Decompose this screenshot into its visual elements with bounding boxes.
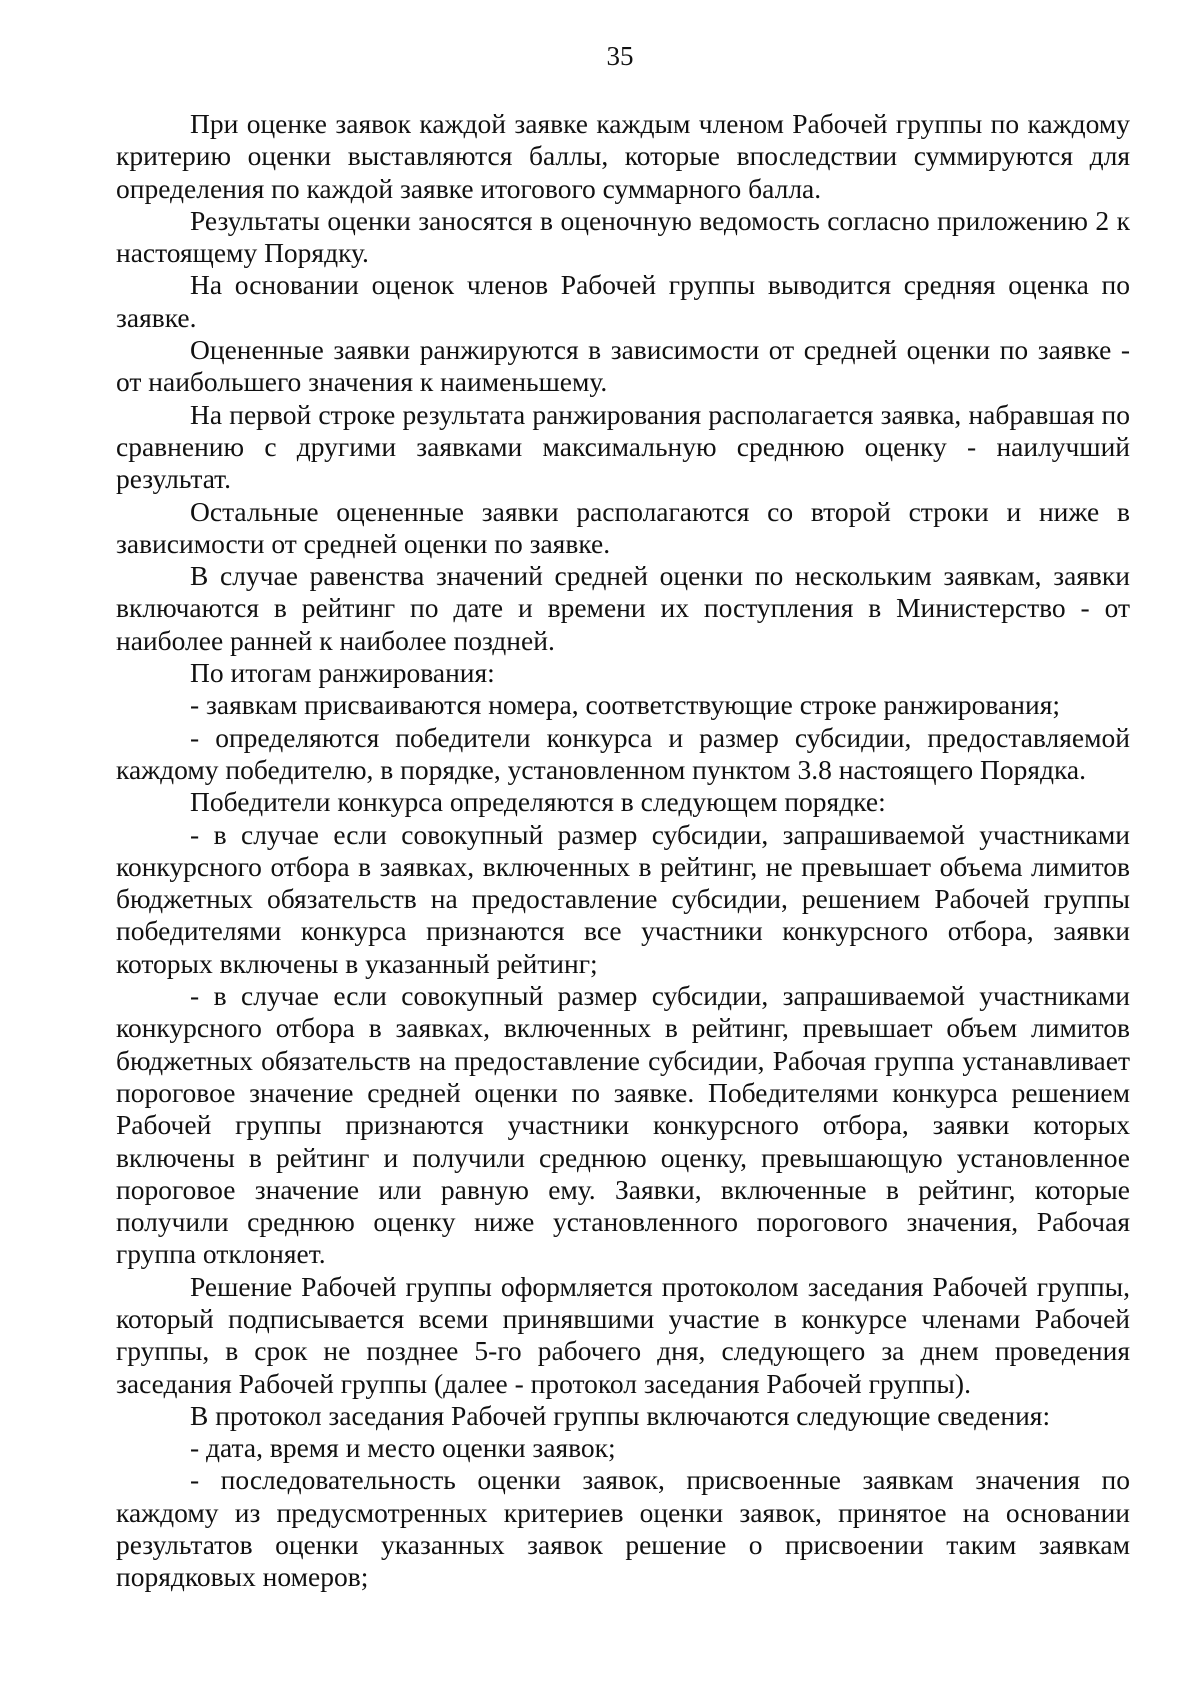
list-item-exceeds-limits: - в случае если совокупный размер субсидии, запрашиваемой участниками конкурсного отбора в заявках, включенных в рейтинг, превышает объем лимитов бюджетных обязательств на предоставление субсидии, Рабочая группа устанавливает пороговое значение средней оценки по заявке. Победителями конкурса решением Рабочей группы признаются участники конкурсного отбора, заявки которых включены в рейтинг и получили среднюю оценку, превышающую установленное пороговое значение или равную ему. Заявки, включенные в рейтинг, которые получили среднюю оценку ниже установленного порогового значения, Рабочая группа отклоняет. <box>116 980 1130 1270</box>
paragraph-assessment-sheet: Результаты оценки заносятся в оценочную ведомость согласно приложению 2 к настоящему Порядку. <box>116 204 1130 269</box>
paragraph-first-place: На первой строке результата ранжирования располагается заявка, набравшая по сравнению с другими заявками максимальную среднюю оценку - наилучший результат. <box>116 398 1130 495</box>
document-body <box>116 108 1130 1594</box>
paragraph-winners-order: Победители конкурса определяются в следующем порядке: <box>190 786 886 818</box>
paragraph-average-score: На основании оценок членов Рабочей группы выводится средняя оценка по заявке. <box>116 269 1130 333</box>
list-item-sequence: - последовательность оценки заявок, присвоенные заявкам значения по каждому из предусмотренных критериев оценки заявок, принятое на основании результатов оценки указанных заявок решение о присвоении таким заявкам порядковых номеров; <box>116 1464 1130 1593</box>
paragraph-ranking: Оцененные заявки ранжируются в зависимости от средней оценки по заявке - от наибольшего значения к наименьшему. <box>116 334 1130 398</box>
paragraph-protocol-contents: В протокол заседания Рабочей группы включаются следующие сведения: <box>190 1399 1051 1431</box>
page-number: 35 <box>606 41 634 71</box>
paragraph-scoring: При оценке заявок каждой заявке каждым членом Рабочей группы по каждому критерию оценки выставляются баллы, которые впоследствии суммируются для определения по каждой заявке итогового суммарного балла. <box>116 108 1130 204</box>
list-item-winners: - определяются победители конкурса и размер субсидии, предоставляемой каждому победителю, в порядке, установленном пунктом 3.8 настоящего Порядка. <box>116 721 1130 785</box>
paragraph-other-places: Остальные оцененные заявки располагаются со второй строки и ниже в зависимости от средней оценки по заявке. <box>116 495 1130 559</box>
list-item-within-limits: - в случае если совокупный размер субсидии, запрашиваемой участниками конкурсного отбора в заявках, включенных в рейтинг, не превышает объема лимитов бюджетных обязательств на предоставление субсидии, решением Рабочей группы победителями конкурса признаются все участники конкурсного отбора, заявки которых включены в указанный рейтинг; <box>116 818 1130 979</box>
paragraph-ranking-results: По итогам ранжирования: <box>190 657 495 689</box>
list-item-numbers: - заявкам присваиваются номера, соответствующие строке ранжирования; <box>190 689 1060 721</box>
paragraph-tie-break: В случае равенства значений средней оценки по нескольким заявкам, заявки включаются в рейтинг по дате и времени их поступления в Министерство - от наиболее ранней к наиболее поздней. <box>116 560 1130 656</box>
paragraph-protocol: Решение Рабочей группы оформляется протоколом заседания Рабочей группы, который подписывается всеми принявшими участие в конкурсе членами Рабочей группы, в срок не позднее 5-го рабочего дня, следующего за днем проведения заседания Рабочей группы (далее - протокол заседания Рабочей группы). <box>116 1270 1130 1399</box>
list-item-date-place: - дата, время и место оценки заявок; <box>190 1432 616 1464</box>
